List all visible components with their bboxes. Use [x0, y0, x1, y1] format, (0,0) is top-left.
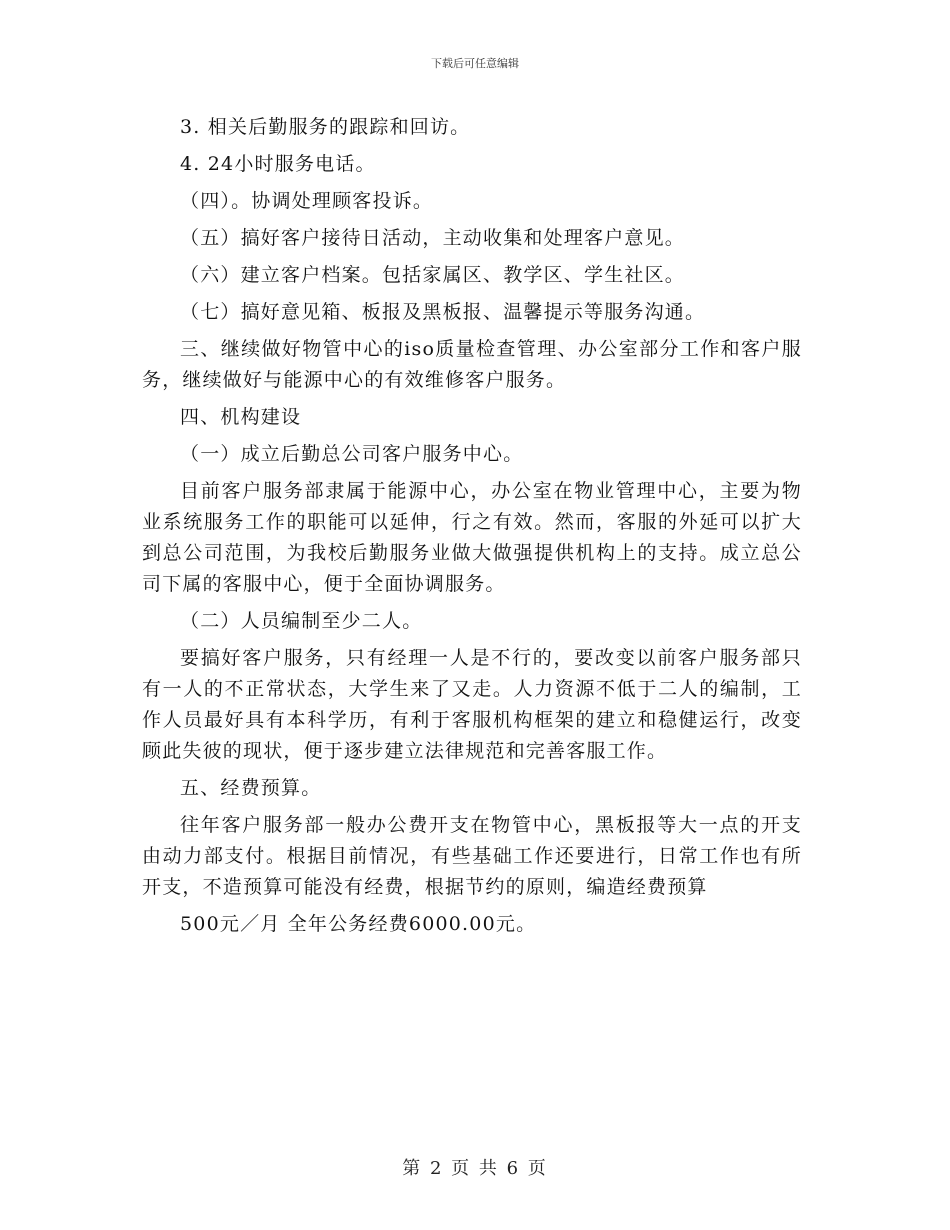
paragraph: （四）。协调处理顾客投诉。 — [180, 190, 434, 212]
section-heading: 四、机构建设 — [180, 406, 302, 428]
paragraph: 3. 相关后勤服务的跟踪和回访。 — [180, 116, 471, 138]
paragraph: （七）搞好意见箱、板报及黑板报、温馨提示等服务沟通。 — [180, 301, 706, 323]
paragraph: 目前客户服务部隶属于能源中心，办公室在物业管理中心，主要为物业系统服务工作的职能可以延伸，行之有效。然而，客服的外延可以扩大到总公司范围，为我校后勤服务业做大做强提供机构上的支持。成立总公司下属的客服中心，便于全面协调服务。 — [142, 480, 802, 595]
paragraph: （六）建立客户档案。包括家属区、教学区、学生社区。 — [180, 264, 686, 286]
paragraph: 4. 24小时服务电话。 — [180, 153, 376, 175]
paragraph: 500元／月 全年公务经费6000.00元。 — [180, 913, 537, 935]
paragraph: （二）人员编制至少二人。 — [180, 610, 423, 632]
paragraph: 三、继续做好物管中心的iso质量检查管理、办公室部分工作和客户服务，继续做好与能源中心的有效维修客户服务。 — [142, 338, 802, 391]
paragraph: （五）搞好客户接待日活动，主动收集和处理客户意见。 — [180, 227, 686, 249]
page-header: 下载后可任意编辑 — [431, 57, 519, 70]
section-heading: 五、经费预算。 — [180, 777, 322, 799]
paragraph: 往年客户服务部一般办公费开支在物管中心，黑板报等大一点的开支由动力部支付。根据目前情况，有些基础工作还要进行，日常工作也有所开支，不造预算可能没有经费，根据节约的原则，编造经费预算 — [142, 814, 802, 898]
paragraph: （一）成立后勤总公司客户服务中心。 — [180, 443, 524, 465]
page-footer: 第 2 页 共 6 页 — [402, 1158, 548, 1179]
document-body — [142, 112, 802, 946]
paragraph: 要搞好客户服务，只有经理一人是不行的，要改变以前客户服务部只有一人的不正常状态，大学生来了又走。人力资源不低于二人的编制，工作人员最好具有本科学历，有利于客服机构框架的建立和稳健运行，改变顾此失彼的现状，便于逐步建立法律规范和完善客服工作。 — [142, 647, 802, 762]
